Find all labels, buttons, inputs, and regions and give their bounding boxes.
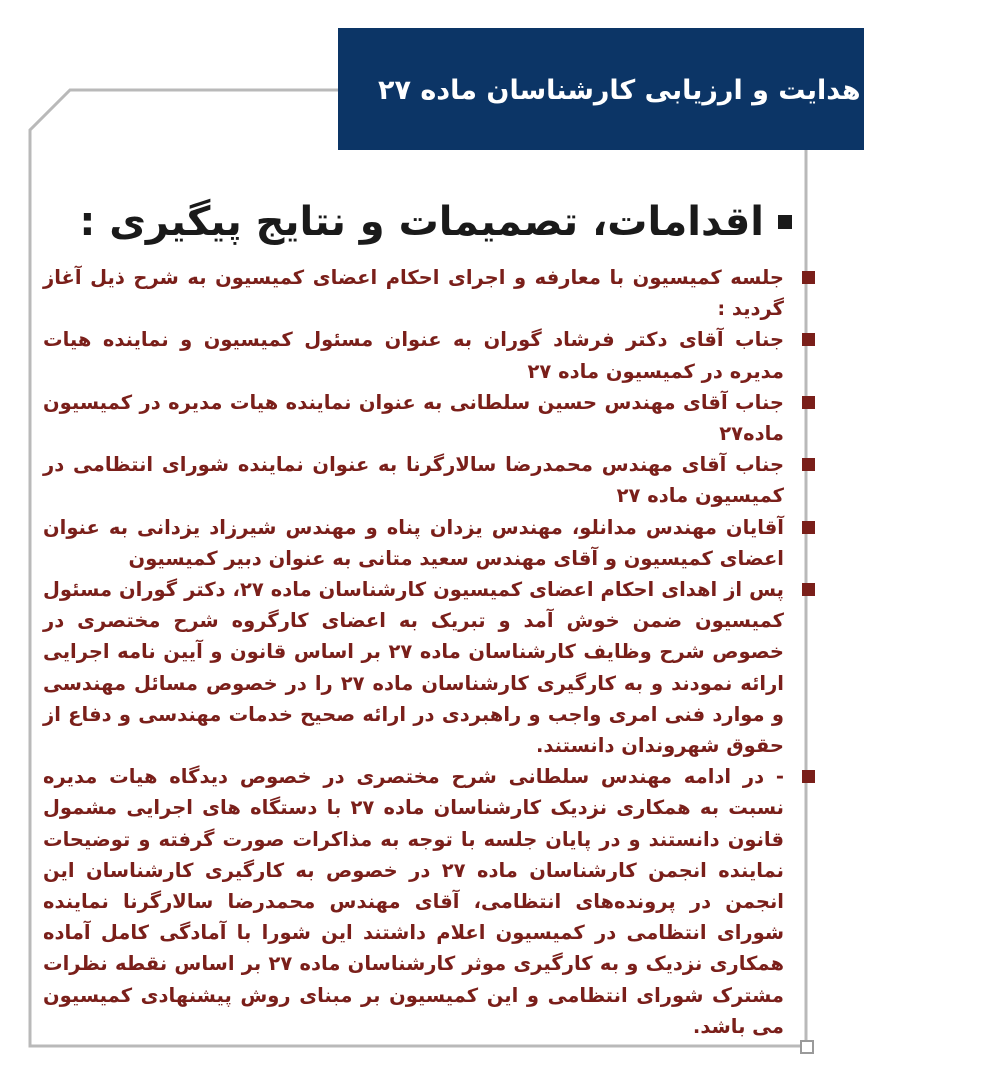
header-title: کمیسیون هدایت و ارزیابی کارشناسان ماده ۲۷ [378,74,993,106]
bullet-square-icon [802,333,815,346]
list-item [43,324,818,386]
section-heading [79,190,792,254]
bullet-square-icon [802,271,815,284]
bullet-square-icon [802,583,815,596]
list-item-text: - در ادامه مهندس سلطانی شرح مختصری در خصوص دیدگاه هیات مدیره نسبت به همکاری نزدیک کارشناسان ماده ۲۷ با دستگاه های اجرایی مشمول قانون دانستند و در پایان جلسه با توجه به مذاکرات صورت گرفته و توضیحات نماینده انجمن کارشناسان ماده ۲۷ در خصوص به کارگیری کارشناسان این انجمن در پرونده‌های انتظامی، آقای مهندس محمدرضا سالارگرنا نماینده شورای انتظامی در کمیسیون اعلام داشتند این شورا با آمادگی کامل آماده همکاری نزدیک و به کارگیری موثر کارشناسان ماده ۲۷ بر اساس نقطه نظرات مشترک شورای انتظامی و این کمیسیون بر مبنای روش پیشنهادی کمیسیون می باشد. [43,765,784,1038]
bullet-square-icon [802,396,815,409]
list-item [43,761,818,1042]
list-item [43,387,818,449]
list-item [43,262,818,324]
list-item-text: جناب آقای مهندس محمدرضا سالارگرنا به عنوان نماینده شورای انتظامی در کمیسیون ماده ۲۷ [43,453,784,508]
list-item-text: جناب آقای دکتر فرشاد گوران به عنوان مسئول کمیسیون و نماینده هیات مدیره در کمیسیون ماده ۲۷ [43,328,784,383]
list-item-text: جناب آقای مهندس حسین سلطانی به عنوان نماینده هیات مدیره در کمیسیون ماده۲۷ [43,390,784,446]
list-item [43,512,818,574]
list-item-text: آقایان مهندس مدانلو، مهندس یزدان پناه و مهندس شیرزاد یزدانی به عنوان اعضای کمیسیون و آقای مهندس سعید متانی به عنوان دبیر کمیسیون [43,515,784,570]
heading-bullet-icon [778,215,792,229]
items-list [43,262,818,1042]
frame-corner-square [801,1041,813,1053]
list-item [43,574,818,761]
bullet-square-icon [802,770,815,783]
bullet-square-icon [802,521,815,534]
list-item-text: جلسه کمیسیون با معارفه و اجرای احکام اعضای کمیسیون به شرح ذیل آغاز گردید : [43,266,784,321]
list-item-text: پس از اهدای احکام اعضای کمیسیون کارشناسان ماده ۲۷، دکتر گوران مسئول کمیسیون ضمن خوش آمد و تبریک به اعضای کارگروه شرح مختصری در خصوص شرح وظایف کارشناسان ماده ۲۷ بر اساس قانون و آیین نامه اجرایی ارائه نمودند و به کارگیری کارشناسان ماده ۲۷ را در خصوص مسائل مهندسی و موارد فنی امری واجب و راهبردی در ارائه صحیح خدمات مهندسی و دفاع از حقوق شهروندان دانستند. [43,578,784,758]
bullet-square-icon [802,458,815,471]
list-item [43,449,818,511]
section-heading-text: اقدامات، تصمیمات و نتایج پیگیری : [79,199,764,245]
